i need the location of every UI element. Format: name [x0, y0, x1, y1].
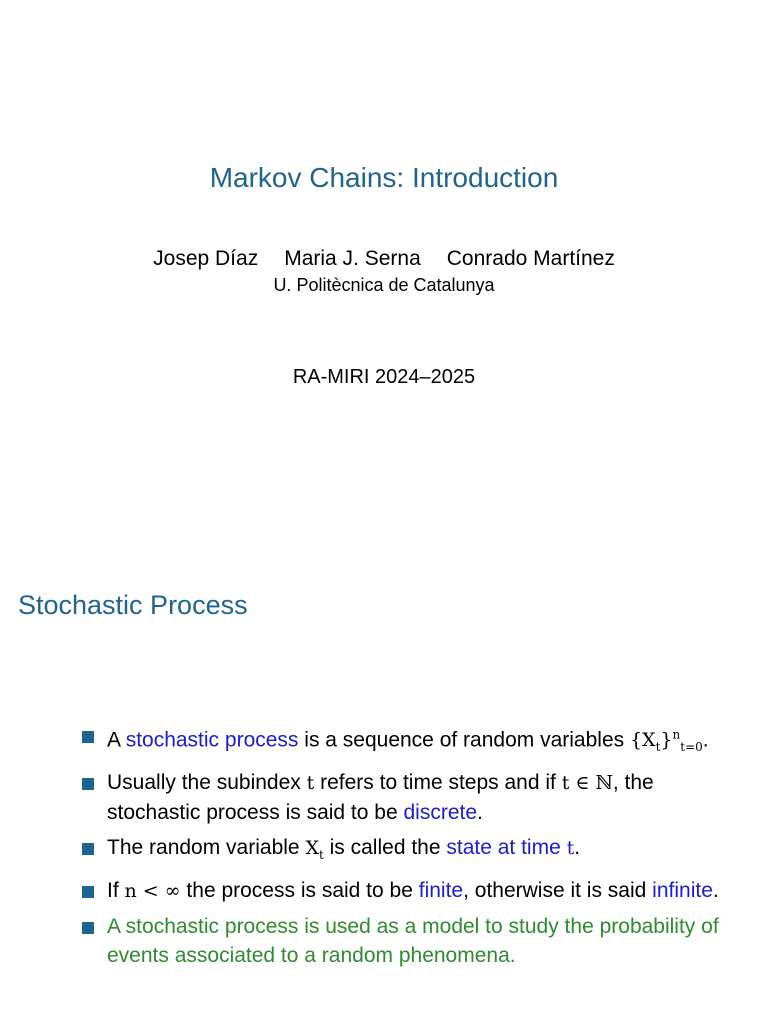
term-discrete: discrete [403, 801, 478, 825]
author-3: Conrado Martínez [446, 247, 615, 270]
bullet-item-5 [82, 912, 722, 970]
highlight-statement: A stochastic process is used as a model to study the probability of events associated to a random phenomena. [107, 914, 719, 967]
course-label: RA-MIRI 2024–2025 [292, 366, 476, 388]
author-list [0, 247, 768, 271]
affiliation: U. Politècnica de Catalunya [273, 275, 495, 295]
bullet-list [82, 721, 722, 976]
math-sequence: $\{X_t\}^n_{t=0}$ [629, 728, 703, 755]
term-infinite: infinite [652, 878, 713, 902]
square-bullet-icon [82, 886, 94, 898]
bullet-item-1: A stochastic process is a sequence of random variables $\{X_t\}^n_{t=0}$. [82, 721, 722, 762]
content-slide [0, 512, 768, 1024]
bullet-item-3: The random variable $X_t$ is called the state at time t. [82, 833, 722, 870]
bullet-item-4: If n < ∞ the process is said to be finite, otherwise it is said infinite. [82, 876, 722, 906]
square-bullet-icon [82, 778, 94, 790]
author-1: Josep Díaz [153, 247, 259, 270]
term-finite: finite [418, 878, 464, 902]
frame-title: Stochastic Process [18, 590, 248, 620]
square-bullet-icon [82, 922, 94, 934]
deck-title: Markov Chains: Introduction [209, 162, 559, 193]
bullet-item-2: Usually the subindex t refers to time steps and if t ∈ ℕ, the stochastic process is said to be discrete. [82, 768, 722, 827]
term-state-at-time: state at time t [446, 836, 575, 860]
square-bullet-icon [82, 731, 94, 743]
author-2: Maria J. Serna [284, 247, 421, 270]
term-stochastic-process: stochastic process [125, 728, 299, 752]
square-bullet-icon [82, 843, 94, 855]
